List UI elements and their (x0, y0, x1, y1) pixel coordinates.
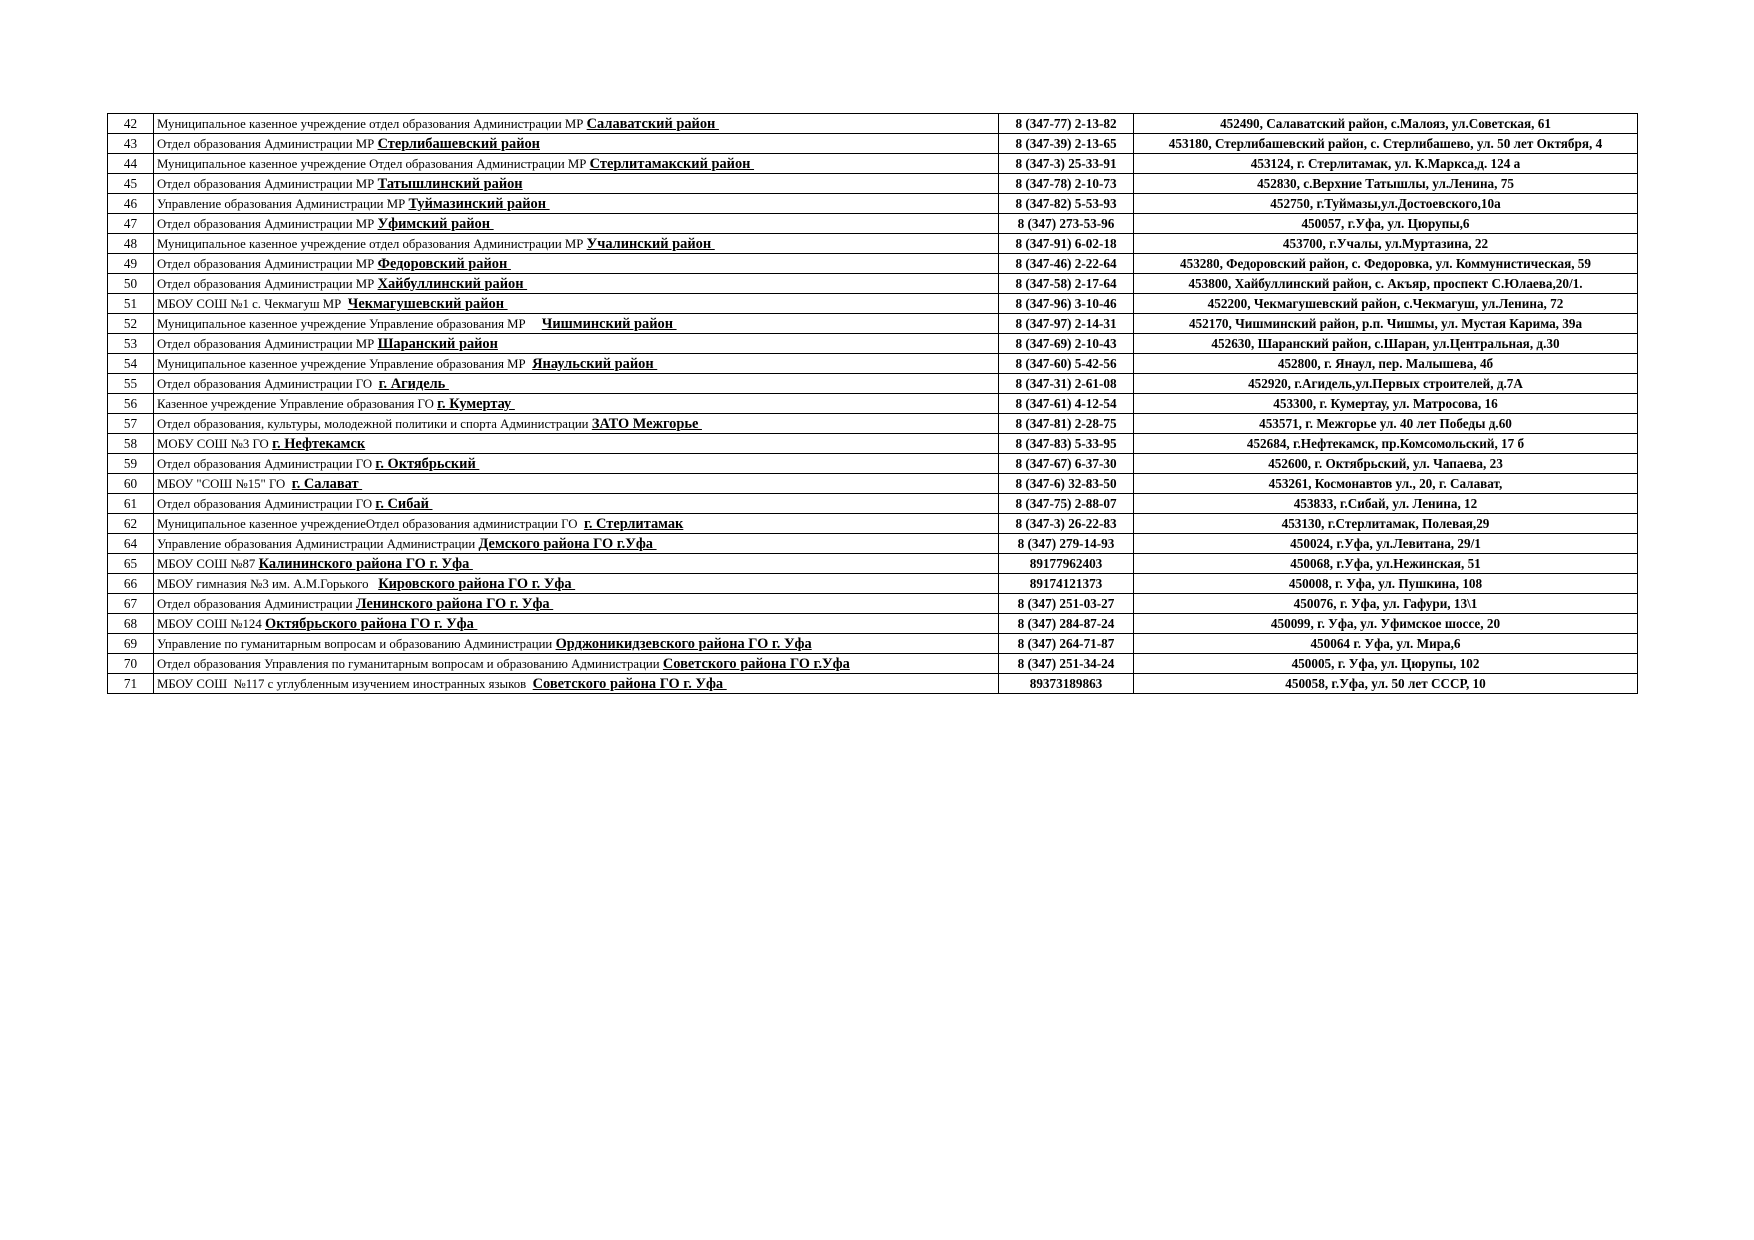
address-cell: 452684, г.Нефтекамск, пр.Комсомольский, 17 б (1134, 434, 1638, 454)
row-number: 68 (108, 614, 154, 634)
organization-name: МБОУ "СОШ №15" ГО (157, 476, 289, 491)
district-name: г. Кумертау (437, 395, 515, 412)
organization-cell (154, 334, 999, 354)
organization-cell (154, 354, 999, 374)
organization-name: МБОУ СОШ №1 с. Чекмагуш МР (157, 296, 345, 311)
address-cell: 450005, г. Уфа, ул. Цюрупы, 102 (1134, 654, 1638, 674)
district-name: г. Нефтекамск (272, 435, 366, 452)
organization-cell (154, 634, 999, 654)
organization-name: Муниципальное казенное учреждение отдел образования Администрации МР (157, 236, 584, 251)
phone-cell: 8 (347-96) 3-10-46 (999, 294, 1134, 314)
organization-name: Управление по гуманитарным вопросам и образованию Администрации (157, 636, 553, 651)
table-row (108, 534, 1638, 554)
organization-cell (154, 414, 999, 434)
organization-name: Отдел образования Администрации ГО (157, 456, 373, 471)
district-name: г. Агидель (378, 375, 449, 392)
organization-name: Муниципальное казенное учреждениеОтдел образования администрации ГО (157, 516, 581, 531)
phone-cell: 8 (347) 251-03-27 (999, 594, 1134, 614)
organization-name: Отдел образования Администрации МР (157, 176, 375, 191)
district-name: Советского района ГО г.Уфа (662, 655, 850, 672)
phone-cell: 8 (347-61) 4-12-54 (999, 394, 1134, 414)
organization-name: МБОУ СОШ №124 (157, 616, 262, 631)
address-cell: 450024, г.Уфа, ул.Левитана, 29/1 (1134, 534, 1638, 554)
organization-cell (154, 114, 999, 134)
organization-cell (154, 434, 999, 454)
address-cell: 453800, Хайбуллинский район, с. Акъяр, проспект С.Юлаева,20/1. (1134, 274, 1638, 294)
district-name: ЗАТО Межгорье (591, 415, 702, 432)
organization-cell (154, 294, 999, 314)
district-name: г. Стерлитамак (583, 515, 684, 532)
table-row (108, 494, 1638, 514)
row-number: 61 (108, 494, 154, 514)
phone-cell: 8 (347-83) 5-33-95 (999, 434, 1134, 454)
district-name: г. Октябрьский (375, 455, 480, 472)
table-row (108, 154, 1638, 174)
table-row (108, 114, 1638, 134)
organization-name: Отдел образования Администрации ГО (157, 496, 373, 511)
organization-cell (154, 554, 999, 574)
table-row (108, 354, 1638, 374)
phone-cell: 8 (347-6) 32-83-50 (999, 474, 1134, 494)
phone-cell: 89373189863 (999, 674, 1134, 694)
row-number: 62 (108, 514, 154, 534)
organization-cell (154, 654, 999, 674)
row-number: 55 (108, 374, 154, 394)
organization-name: МБОУ СОШ №87 (157, 556, 256, 571)
row-number: 60 (108, 474, 154, 494)
row-number: 71 (108, 674, 154, 694)
phone-cell: 8 (347) 284-87-24 (999, 614, 1134, 634)
phone-cell: 8 (347-78) 2-10-73 (999, 174, 1134, 194)
organization-cell (154, 254, 999, 274)
row-number: 64 (108, 534, 154, 554)
phone-cell: 8 (347-39) 2-13-65 (999, 134, 1134, 154)
table-row (108, 414, 1638, 434)
row-number: 48 (108, 234, 154, 254)
organization-name: Муниципальное казенное учреждение Управление образования МР (157, 356, 529, 371)
phone-cell: 8 (347-46) 2-22-64 (999, 254, 1134, 274)
organization-name: Управление образования Администрации МР (157, 196, 406, 211)
district-name: Ленинского района ГО г. Уфа (355, 595, 554, 612)
district-name: Учалинский район (586, 235, 715, 252)
district-name: Калининского района ГО г. Уфа (258, 555, 473, 572)
row-number: 59 (108, 454, 154, 474)
district-name: Федоровский район (377, 255, 511, 272)
organization-name: Отдел образования Управления по гуманитарным вопросам и образованию Администрации (157, 656, 660, 671)
table-row (108, 554, 1638, 574)
phone-cell: 89174121373 (999, 574, 1134, 594)
row-number: 46 (108, 194, 154, 214)
table-row (108, 614, 1638, 634)
organization-cell (154, 614, 999, 634)
organization-name: Отдел образования Администрации ГО (157, 376, 376, 391)
table-row (108, 174, 1638, 194)
address-cell: 450008, г. Уфа, ул. Пушкина, 108 (1134, 574, 1638, 594)
row-number: 42 (108, 114, 154, 134)
organization-cell (154, 474, 999, 494)
row-number: 58 (108, 434, 154, 454)
organization-name: Муниципальное казенное учреждение Управление образования МР (157, 316, 539, 331)
table-row (108, 294, 1638, 314)
education-departments-table (107, 113, 1638, 694)
table-row (108, 394, 1638, 414)
organization-cell (154, 194, 999, 214)
phone-cell: 8 (347-3) 26-22-83 (999, 514, 1134, 534)
phone-cell: 8 (347-3) 25-33-91 (999, 154, 1134, 174)
organization-cell (154, 534, 999, 554)
table-row (108, 374, 1638, 394)
table-row (108, 454, 1638, 474)
row-number: 51 (108, 294, 154, 314)
organization-name: Управление образования Администрации Администрации (157, 536, 476, 551)
organization-name: МБОУ гимназия №3 им. А.М.Горького (157, 576, 375, 591)
address-cell: 453833, г.Сибай, ул. Ленина, 12 (1134, 494, 1638, 514)
phone-cell: 8 (347-58) 2-17-64 (999, 274, 1134, 294)
table-row (108, 654, 1638, 674)
row-number: 47 (108, 214, 154, 234)
address-cell: 453180, Стерлибашевский район, с. Стерлибашево, ул. 50 лет Октября, 4 (1134, 134, 1638, 154)
row-number: 66 (108, 574, 154, 594)
table-row (108, 274, 1638, 294)
organization-name: Отдел образования Администрации МР (157, 336, 375, 351)
organization-cell (154, 314, 999, 334)
address-cell: 452200, Чекмагушевский район, с.Чекмагуш, ул.Ленина, 72 (1134, 294, 1638, 314)
table-body (108, 114, 1638, 694)
district-name: Чекмагушевский район (347, 295, 508, 312)
address-cell: 452800, г. Янаул, пер. Малышева, 4б (1134, 354, 1638, 374)
table-row (108, 594, 1638, 614)
address-cell: 453261, Космонавтов ул., 20, г. Салават, (1134, 474, 1638, 494)
address-cell: 452920, г.Агидель,ул.Первых строителей, д.7А (1134, 374, 1638, 394)
organization-cell (154, 454, 999, 474)
address-cell: 452170, Чишминский район, р.п. Чишмы, ул. Мустая Карима, 39а (1134, 314, 1638, 334)
phone-cell: 8 (347-97) 2-14-31 (999, 314, 1134, 334)
row-number: 57 (108, 414, 154, 434)
phone-cell: 89177962403 (999, 554, 1134, 574)
address-cell: 452630, Шаранский район, с.Шаран, ул.Центральная, д.30 (1134, 334, 1638, 354)
district-name: Октябрьского района ГО г. Уфа (265, 615, 478, 632)
phone-cell: 8 (347-67) 6-37-30 (999, 454, 1134, 474)
row-number: 54 (108, 354, 154, 374)
organization-cell (154, 134, 999, 154)
address-cell: 450057, г.Уфа, ул. Цюрупы,6 (1134, 214, 1638, 234)
phone-cell: 8 (347-82) 5-53-93 (999, 194, 1134, 214)
organization-cell (154, 234, 999, 254)
address-cell: 452490, Салаватский район, с.Малояз, ул.Советская, 61 (1134, 114, 1638, 134)
district-name: Стерлитамакский район (589, 155, 755, 172)
address-cell: 453124, г. Стерлитамак, ул. К.Маркса,д. 124 а (1134, 154, 1638, 174)
address-cell: 453300, г. Кумертау, ул. Матросова, 16 (1134, 394, 1638, 414)
phone-cell: 8 (347-75) 2-88-07 (999, 494, 1134, 514)
table-row (108, 134, 1638, 154)
organization-name: Отдел образования Администрации МР (157, 136, 375, 151)
organization-cell (154, 674, 999, 694)
phone-cell: 8 (347) 273-53-96 (999, 214, 1134, 234)
row-number: 49 (108, 254, 154, 274)
row-number: 44 (108, 154, 154, 174)
district-name: Советского района ГО г. Уфа (532, 675, 727, 692)
row-number: 70 (108, 654, 154, 674)
organization-name: Муниципальное казенное учреждение Отдел образования Администрации МР (157, 156, 587, 171)
organization-name: МБОУ СОШ №117 с углубленным изучением иностранных языков (157, 676, 530, 691)
organization-cell (154, 274, 999, 294)
district-name: г. Сибай (375, 495, 433, 512)
organization-name: Отдел образования, культуры, молодежной политики и спорта Администрации (157, 416, 589, 431)
row-number: 65 (108, 554, 154, 574)
address-cell: 453571, г. Межгорье ул. 40 лет Победы д.60 (1134, 414, 1638, 434)
organization-cell (154, 514, 999, 534)
district-name: г. Салават (291, 475, 363, 492)
table-row (108, 194, 1638, 214)
table-row (108, 314, 1638, 334)
phone-cell: 8 (347-31) 2-61-08 (999, 374, 1134, 394)
phone-cell: 8 (347-81) 2-28-75 (999, 414, 1134, 434)
row-number: 67 (108, 594, 154, 614)
table-row (108, 674, 1638, 694)
organization-cell (154, 494, 999, 514)
organization-cell (154, 174, 999, 194)
address-cell: 450076, г. Уфа, ул. Гафури, 13\1 (1134, 594, 1638, 614)
district-name: Янаульский район (532, 355, 658, 372)
address-cell: 450058, г.Уфа, ул. 50 лет СССР, 10 (1134, 674, 1638, 694)
row-number: 53 (108, 334, 154, 354)
organization-cell (154, 394, 999, 414)
organization-name: Отдел образования Администрации (157, 596, 353, 611)
table-row (108, 514, 1638, 534)
table-row (108, 214, 1638, 234)
phone-cell: 8 (347-77) 2-13-82 (999, 114, 1134, 134)
phone-cell: 8 (347) 264-71-87 (999, 634, 1134, 654)
address-cell: 453280, Федоровский район, с. Федоровка, ул. Коммунистическая, 59 (1134, 254, 1638, 274)
table-row (108, 434, 1638, 454)
organization-cell (154, 574, 999, 594)
table-row (108, 634, 1638, 654)
district-name: Кировского района ГО г. Уфа (378, 575, 576, 592)
address-cell: 453700, г.Учалы, ул.Муртазина, 22 (1134, 234, 1638, 254)
district-name: Чишминский район (541, 315, 677, 332)
organization-name: Отдел образования Администрации МР (157, 216, 375, 231)
address-cell: 450099, г. Уфа, ул. Уфимское шоссе, 20 (1134, 614, 1638, 634)
phone-cell: 8 (347-91) 6-02-18 (999, 234, 1134, 254)
district-name: Туймазинский район (408, 195, 550, 212)
phone-cell: 8 (347-69) 2-10-43 (999, 334, 1134, 354)
district-name: Уфимский район (377, 215, 494, 232)
address-cell: 453130, г.Стерлитамак, Полевая,29 (1134, 514, 1638, 534)
organization-name: Отдел образования Администрации МР (157, 256, 375, 271)
row-number: 52 (108, 314, 154, 334)
organization-name: МОБУ СОШ №3 ГО (157, 436, 269, 451)
district-name: Стерлибашевский район (377, 135, 540, 152)
address-cell: 450068, г.Уфа, ул.Нежинская, 51 (1134, 554, 1638, 574)
organization-name: Казенное учреждение Управление образования ГО (157, 396, 434, 411)
row-number: 69 (108, 634, 154, 654)
address-cell: 450064 г. Уфа, ул. Мира,6 (1134, 634, 1638, 654)
phone-cell: 8 (347) 251-34-24 (999, 654, 1134, 674)
table-row (108, 474, 1638, 494)
address-cell: 452830, с.Верхние Татышлы, ул.Ленина, 75 (1134, 174, 1638, 194)
table-row (108, 254, 1638, 274)
address-cell: 452750, г.Туймазы,ул.Достоевского,10а (1134, 194, 1638, 214)
table-row (108, 334, 1638, 354)
organization-cell (154, 374, 999, 394)
address-cell: 452600, г. Октябрьский, ул. Чапаева, 23 (1134, 454, 1638, 474)
phone-cell: 8 (347) 279-14-93 (999, 534, 1134, 554)
organization-name: Муниципальное казенное учреждение отдел образования Администрации МР (157, 116, 584, 131)
table-row (108, 234, 1638, 254)
row-number: 56 (108, 394, 154, 414)
row-number: 50 (108, 274, 154, 294)
district-name: Шаранский район (377, 335, 498, 352)
organization-cell (154, 594, 999, 614)
district-name: Орджоникидзевского района ГО г. Уфа (555, 635, 812, 652)
district-name: Салаватский район (586, 115, 719, 132)
organization-cell (154, 214, 999, 234)
row-number: 43 (108, 134, 154, 154)
district-name: Демского района ГО г.Уфа (478, 535, 657, 552)
district-name: Хайбуллинский район (377, 275, 528, 292)
organization-cell (154, 154, 999, 174)
row-number: 45 (108, 174, 154, 194)
table-row (108, 574, 1638, 594)
district-name: Татышлинский район (377, 175, 523, 192)
phone-cell: 8 (347-60) 5-42-56 (999, 354, 1134, 374)
organization-name: Отдел образования Администрации МР (157, 276, 375, 291)
